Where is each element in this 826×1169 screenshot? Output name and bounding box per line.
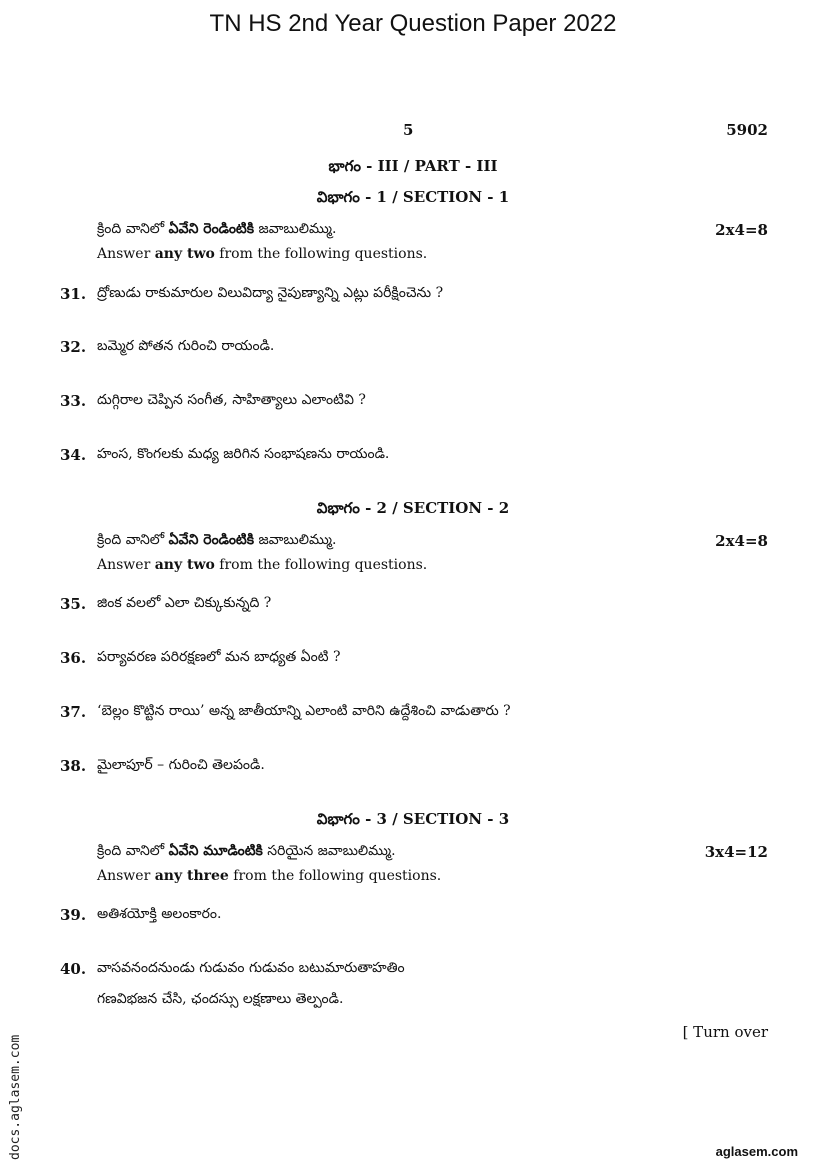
question-text: జింక వలలో ఎలా చిక్కుకున్నది ? <box>97 595 272 611</box>
question-number: 37. <box>60 703 87 721</box>
question-text: ద్రోణుడు రాకుమారుల విలువిద్యా నైపుణ్యాన్ని ఎట్లు పరీక్షించెను ? <box>97 285 444 301</box>
section-3-instruction-en: Answer any three from the following questions. <box>97 868 442 884</box>
question-number: 38. <box>60 757 87 775</box>
question-number: 35. <box>60 595 87 613</box>
section-1-heading: విభాగం - 1 / SECTION - 1 <box>316 188 510 206</box>
section-3-marks: 3x4=12 <box>704 843 768 861</box>
question-text: అతిశయోక్తి అలంకారం. <box>97 906 222 922</box>
question-text: పర్యావరణ పరిరక్షణలో మన బాధ్యత ఏంటి ? <box>97 649 341 665</box>
question-number: 31. <box>60 285 87 303</box>
section-3-instruction-te: క్రింది వానిలో ఏవేని మూడింటికి సరియైన జవాబులిమ్ము. <box>97 843 396 859</box>
section-1-instruction-te: క్రింది వానిలో ఏవేని రెండింటికి జవాబులిమ్ము. <box>97 221 337 237</box>
turn-over-note: [ Turn over <box>682 1023 768 1041</box>
question-text: దుగ్గిరాల చెప్పిన సంగీత, సాహిత్యాలు ఎలాంటివి ? <box>97 392 366 408</box>
section-2-instruction-en: Answer any two from the following questions. <box>97 557 428 573</box>
question-text: ‘బెల్లం కొట్టిన రాయి’ అన్న జాతీయాన్ని ఎలాంటి వారిని ఉద్దేశించి వాడుతారు ? <box>97 703 511 719</box>
question-text: వాసవనందనుండు గుడువం గుడువం బటుమారుతాహతిం <box>97 960 405 976</box>
section-1-marks: 2x4=8 <box>715 221 768 239</box>
question-number: 40. <box>60 960 87 978</box>
question-text: బమ్మెర పోతన గురించి రాయండి. <box>97 338 275 354</box>
section-2-heading: విభాగం - 2 / SECTION - 2 <box>316 499 510 517</box>
question-number: 32. <box>60 338 87 356</box>
question-number: 36. <box>60 649 87 667</box>
question-text: మైలాపూర్ – గురించి తెలపండి. <box>97 757 265 773</box>
paper-code: 5902 <box>726 121 768 139</box>
question-number: 39. <box>60 906 87 924</box>
question-number: 34. <box>60 446 87 464</box>
page-number: 5 <box>403 121 414 139</box>
section-2-instruction-te: క్రింది వానిలో ఏవేని రెండింటికి జవాబులిమ్ము. <box>97 532 337 548</box>
question-text: హంస, కొంగలకు మధ్య జరిగిన సంభాషణను రాయండి. <box>97 446 390 462</box>
question-number: 33. <box>60 392 87 410</box>
question-text-line-2: గణవిభజన చేసి, ఛందస్సు లక్షణాలు తెల్పండి. <box>97 991 344 1007</box>
section-2-marks: 2x4=8 <box>715 532 768 550</box>
part-heading: భాగం - III / PART - III <box>328 157 498 175</box>
brand-footer: aglasem.com <box>715 1144 798 1159</box>
document-title: TN HS 2nd Year Question Paper 2022 <box>209 10 617 37</box>
side-watermark-url: docs.aglasem.com <box>8 1034 23 1160</box>
section-1-instruction-en: Answer any two from the following questions. <box>97 246 428 262</box>
section-3-heading: విభాగం - 3 / SECTION - 3 <box>316 810 510 828</box>
